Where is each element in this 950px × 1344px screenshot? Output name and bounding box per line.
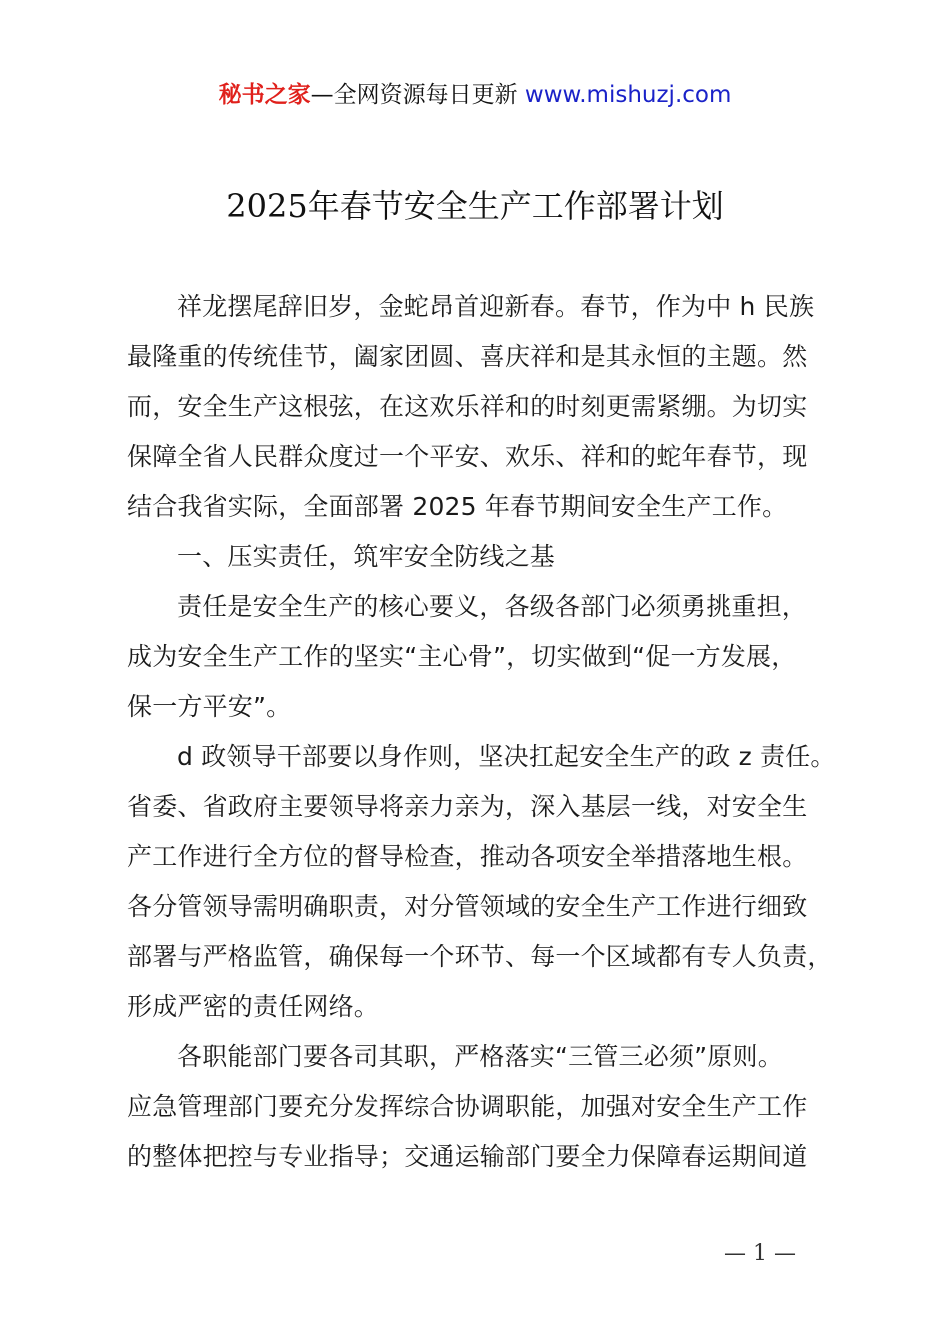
paragraph-departments — [127, 1032, 857, 1182]
text-line: 成为安全生产工作的坚实“主心骨”，切实做到“促一方发展， — [127, 642, 797, 671]
page-number: — 1 — — [724, 1241, 796, 1266]
text-line: 祥龙摆尾辞旧岁，金蛇昂首迎新春。春节，作为中 h 民族 — [177, 292, 815, 321]
text-line: 结合我省实际，全面部署 2025 年春节期间安全生产工作。 — [127, 492, 788, 521]
site-header — [0, 78, 950, 112]
text-line: 部署与严格监管，确保每一个环节、每一个区域都有专人负责， — [127, 942, 833, 971]
heading-line: 一、压实责任，筑牢安全防线之基 — [177, 542, 556, 571]
site-tagline: —全网资源每日更新 — [310, 82, 525, 108]
document-title: 2025年春节安全生产工作部署计划 — [226, 187, 724, 225]
paragraph-leadership — [127, 732, 857, 1032]
text-line: 产工作进行全方位的督导检查，推动各项安全举措落地生根。 — [127, 842, 808, 871]
section-heading-1 — [127, 532, 857, 582]
text-line: 形成严密的责任网络。 — [127, 992, 380, 1021]
paragraph-responsibility — [127, 582, 857, 732]
text-line: 省委、省政府主要领导将亲力亲为，深入基层一线，对安全生 — [127, 792, 808, 821]
site-url[interactable]: www.mishuzj.com — [524, 82, 732, 108]
text-line: 各分管领导需明确职责，对分管领域的安全生产工作进行细致 — [127, 892, 808, 921]
text-line: 保障全省人民群众度过一个平安、欢乐、祥和的蛇年春节，现 — [127, 442, 808, 471]
text-line: 各职能部门要各司其职，严格落实“三管三必须”原则。 — [177, 1042, 783, 1071]
paragraph-intro — [127, 282, 857, 532]
document-body — [127, 282, 857, 1182]
text-line: 最隆重的传统佳节，阖家团圆、喜庆祥和是其永恒的主题。然 — [127, 342, 808, 371]
text-line: d 政领导干部要以身作则，坚决扛起安全生产的政 z 责任。 — [177, 742, 836, 771]
text-line: 责任是安全生产的核心要义，各级各部门必须勇挑重担， — [177, 592, 808, 621]
site-brand: 秘书之家 — [218, 82, 311, 108]
text-line: 而，安全生产这根弦，在这欢乐祥和的时刻更需紧绷。为切实 — [127, 392, 808, 421]
text-line: 保一方平安”。 — [127, 692, 292, 721]
text-line: 应急管理部门要充分发挥综合协调职能，加强对安全生产工作 — [127, 1092, 808, 1121]
text-line: 的整体把控与专业指导；交通运输部门要全力保障春运期间道 — [127, 1142, 808, 1171]
